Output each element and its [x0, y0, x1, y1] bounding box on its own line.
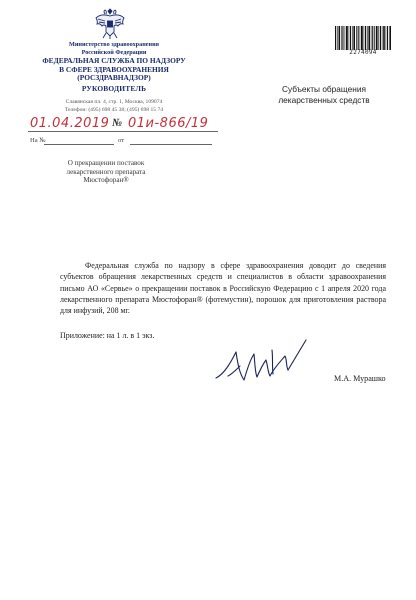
- incoming-number-blank: [44, 144, 114, 145]
- handwritten-signature-icon: [210, 330, 320, 390]
- ministry-name: [30, 41, 198, 56]
- reference-line: [28, 116, 218, 134]
- ministry-line: Российской Федерации: [81, 48, 147, 56]
- recipient-line: лекарственных средств: [278, 95, 370, 105]
- agency-name: [30, 57, 198, 83]
- coat-of-arms-emblem-icon: [92, 5, 128, 41]
- attachment-note: Приложение: на 1 л. в 1 экз.: [60, 331, 155, 340]
- recipient-line: Субъекты обращения: [282, 84, 366, 94]
- reference-underline: [28, 131, 218, 132]
- subject-line: Мюстофоран®: [83, 176, 129, 185]
- incoming-reference-line: [30, 136, 210, 148]
- address-block: [30, 99, 198, 114]
- incoming-number-label: На №: [30, 137, 46, 144]
- signatory-name: М.А. Мурашко: [334, 374, 386, 383]
- agency-line: (РОСЗДРАВНАДЗОР): [77, 73, 151, 83]
- subject-line: лекарственного препарата: [66, 167, 146, 176]
- reference-date: 01.04.2019: [30, 116, 110, 131]
- reference-number: 01и-866/19: [128, 116, 209, 131]
- head-title: РУКОВОДИТЕЛЬ: [81, 84, 147, 93]
- recipient-block: [254, 84, 394, 106]
- address-line: Телефон: (495) 698 45 38; (495) 698 15 74: [64, 106, 164, 113]
- ministry-line: Министерство здравоохранения: [68, 41, 160, 48]
- body-paragraph: Федеральная служба по надзору в сфере здравоохранения доводит до сведения субъектов обращения лекарственных средств и специалистов в области здравоохранения письмо АО «Сервье» о прекращении поставок в Российскую Федерацию с 1 апреля 2020 года лекарственного препарата Мюстофоран® (фотемустин), порошок для приготовления раствора для инфузий, 208 мг.: [60, 261, 386, 316]
- number-sign: №: [112, 117, 123, 129]
- subject-line: О прекращении поставок: [67, 159, 145, 167]
- incoming-date-label: от: [118, 137, 125, 144]
- letter-subject: [40, 159, 172, 185]
- barcode-number: 2274094: [349, 49, 377, 56]
- barcode-icon: [335, 26, 391, 50]
- address-line: Славянская пл. 4, стр. 1, Москва, 109074: [65, 99, 163, 105]
- agency-line: ФЕДЕРАЛЬНАЯ СЛУЖБА ПО НАДЗОРУ: [42, 56, 186, 65]
- agency-line: В СФЕРЕ ЗДРАВООХРАНЕНИЯ: [59, 64, 169, 74]
- incoming-date-blank: [130, 144, 212, 145]
